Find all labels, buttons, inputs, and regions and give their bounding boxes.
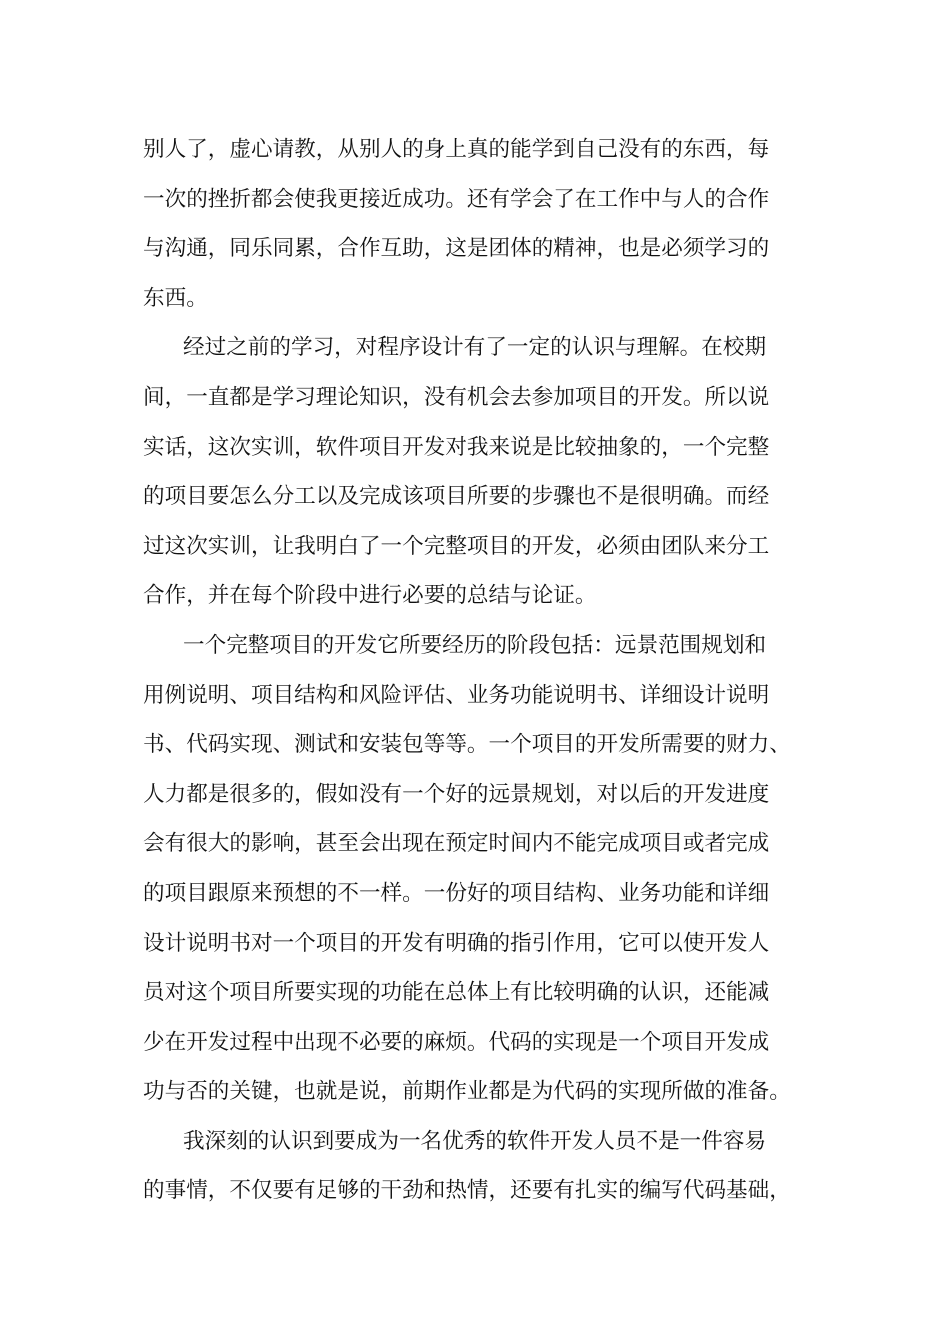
text-line: 的事情，不仅要有足够的干劲和热情，还要有扎实的编写代码基础， — [143, 1178, 791, 1204]
text-line: 与沟通，同乐同累，合作互助，这是团体的精神，也是必须学习的 — [143, 236, 770, 262]
text-line: 的项目跟原来预想的不一样。一份好的项目结构、业务功能和详细 — [143, 880, 770, 906]
text-line: 间，一直都是学习理论知识，没有机会去参加项目的开发。所以说 — [143, 384, 770, 410]
body-text — [143, 125, 808, 1216]
text-line: 东西。 — [143, 285, 208, 311]
text-line: 经过之前的学习，对程序设计有了一定的认识与理解。在校期 — [183, 335, 767, 361]
text-line: 少在开发过程中出现不必要的麻烦。代码的实现是一个项目开发成 — [143, 1029, 770, 1055]
text-line: 的项目要怎么分工以及完成该项目所要的步骤也不是很明确。而经 — [143, 484, 770, 510]
text-line: 别人了，虚心请教，从别人的身上真的能学到自己没有的东西，每 — [143, 137, 770, 162]
text-line: 功与否的关键，也就是说，前期作业都是为代码的实现所做的准备。 — [143, 1079, 791, 1105]
text-line: 过这次实训，让我明白了一个完整项目的开发，必须由团队来分工 — [143, 533, 770, 559]
text-line: 一次的挫折都会使我更接近成功。还有学会了在工作中与人的合作 — [143, 186, 770, 212]
text-line: 一个完整项目的开发它所要经历的阶段包括：远景范围规划和 — [183, 632, 767, 658]
text-line: 用例说明、项目结构和风险评估、业务功能说明书、详细设计说明 — [143, 682, 770, 708]
text-line: 合作，并在每个阶段中进行必要的总结与论证。 — [143, 583, 597, 609]
text-line: 实话，这次实训，软件项目开发对我来说是比较抽象的，一个完整 — [143, 434, 770, 460]
text-line: 我深刻的认识到要成为一名优秀的软件开发人员不是一件容易 — [183, 1128, 767, 1154]
text-line: 员对这个项目所要实现的功能在总体上有比较明确的认识，还能减 — [143, 980, 770, 1006]
text-line: 会有很大的影响，甚至会出现在预定时间内不能完成项目或者完成 — [143, 831, 770, 857]
text-line: 人力都是很多的，假如没有一个好的远景规划，对以后的开发进度 — [143, 781, 770, 807]
text-line: 设计说明书对一个项目的开发有明确的指引作用，它可以使开发人 — [143, 930, 770, 956]
text-line: 书、代码实现、测试和安装包等等。一个项目的开发所需要的财力、 — [143, 732, 791, 758]
